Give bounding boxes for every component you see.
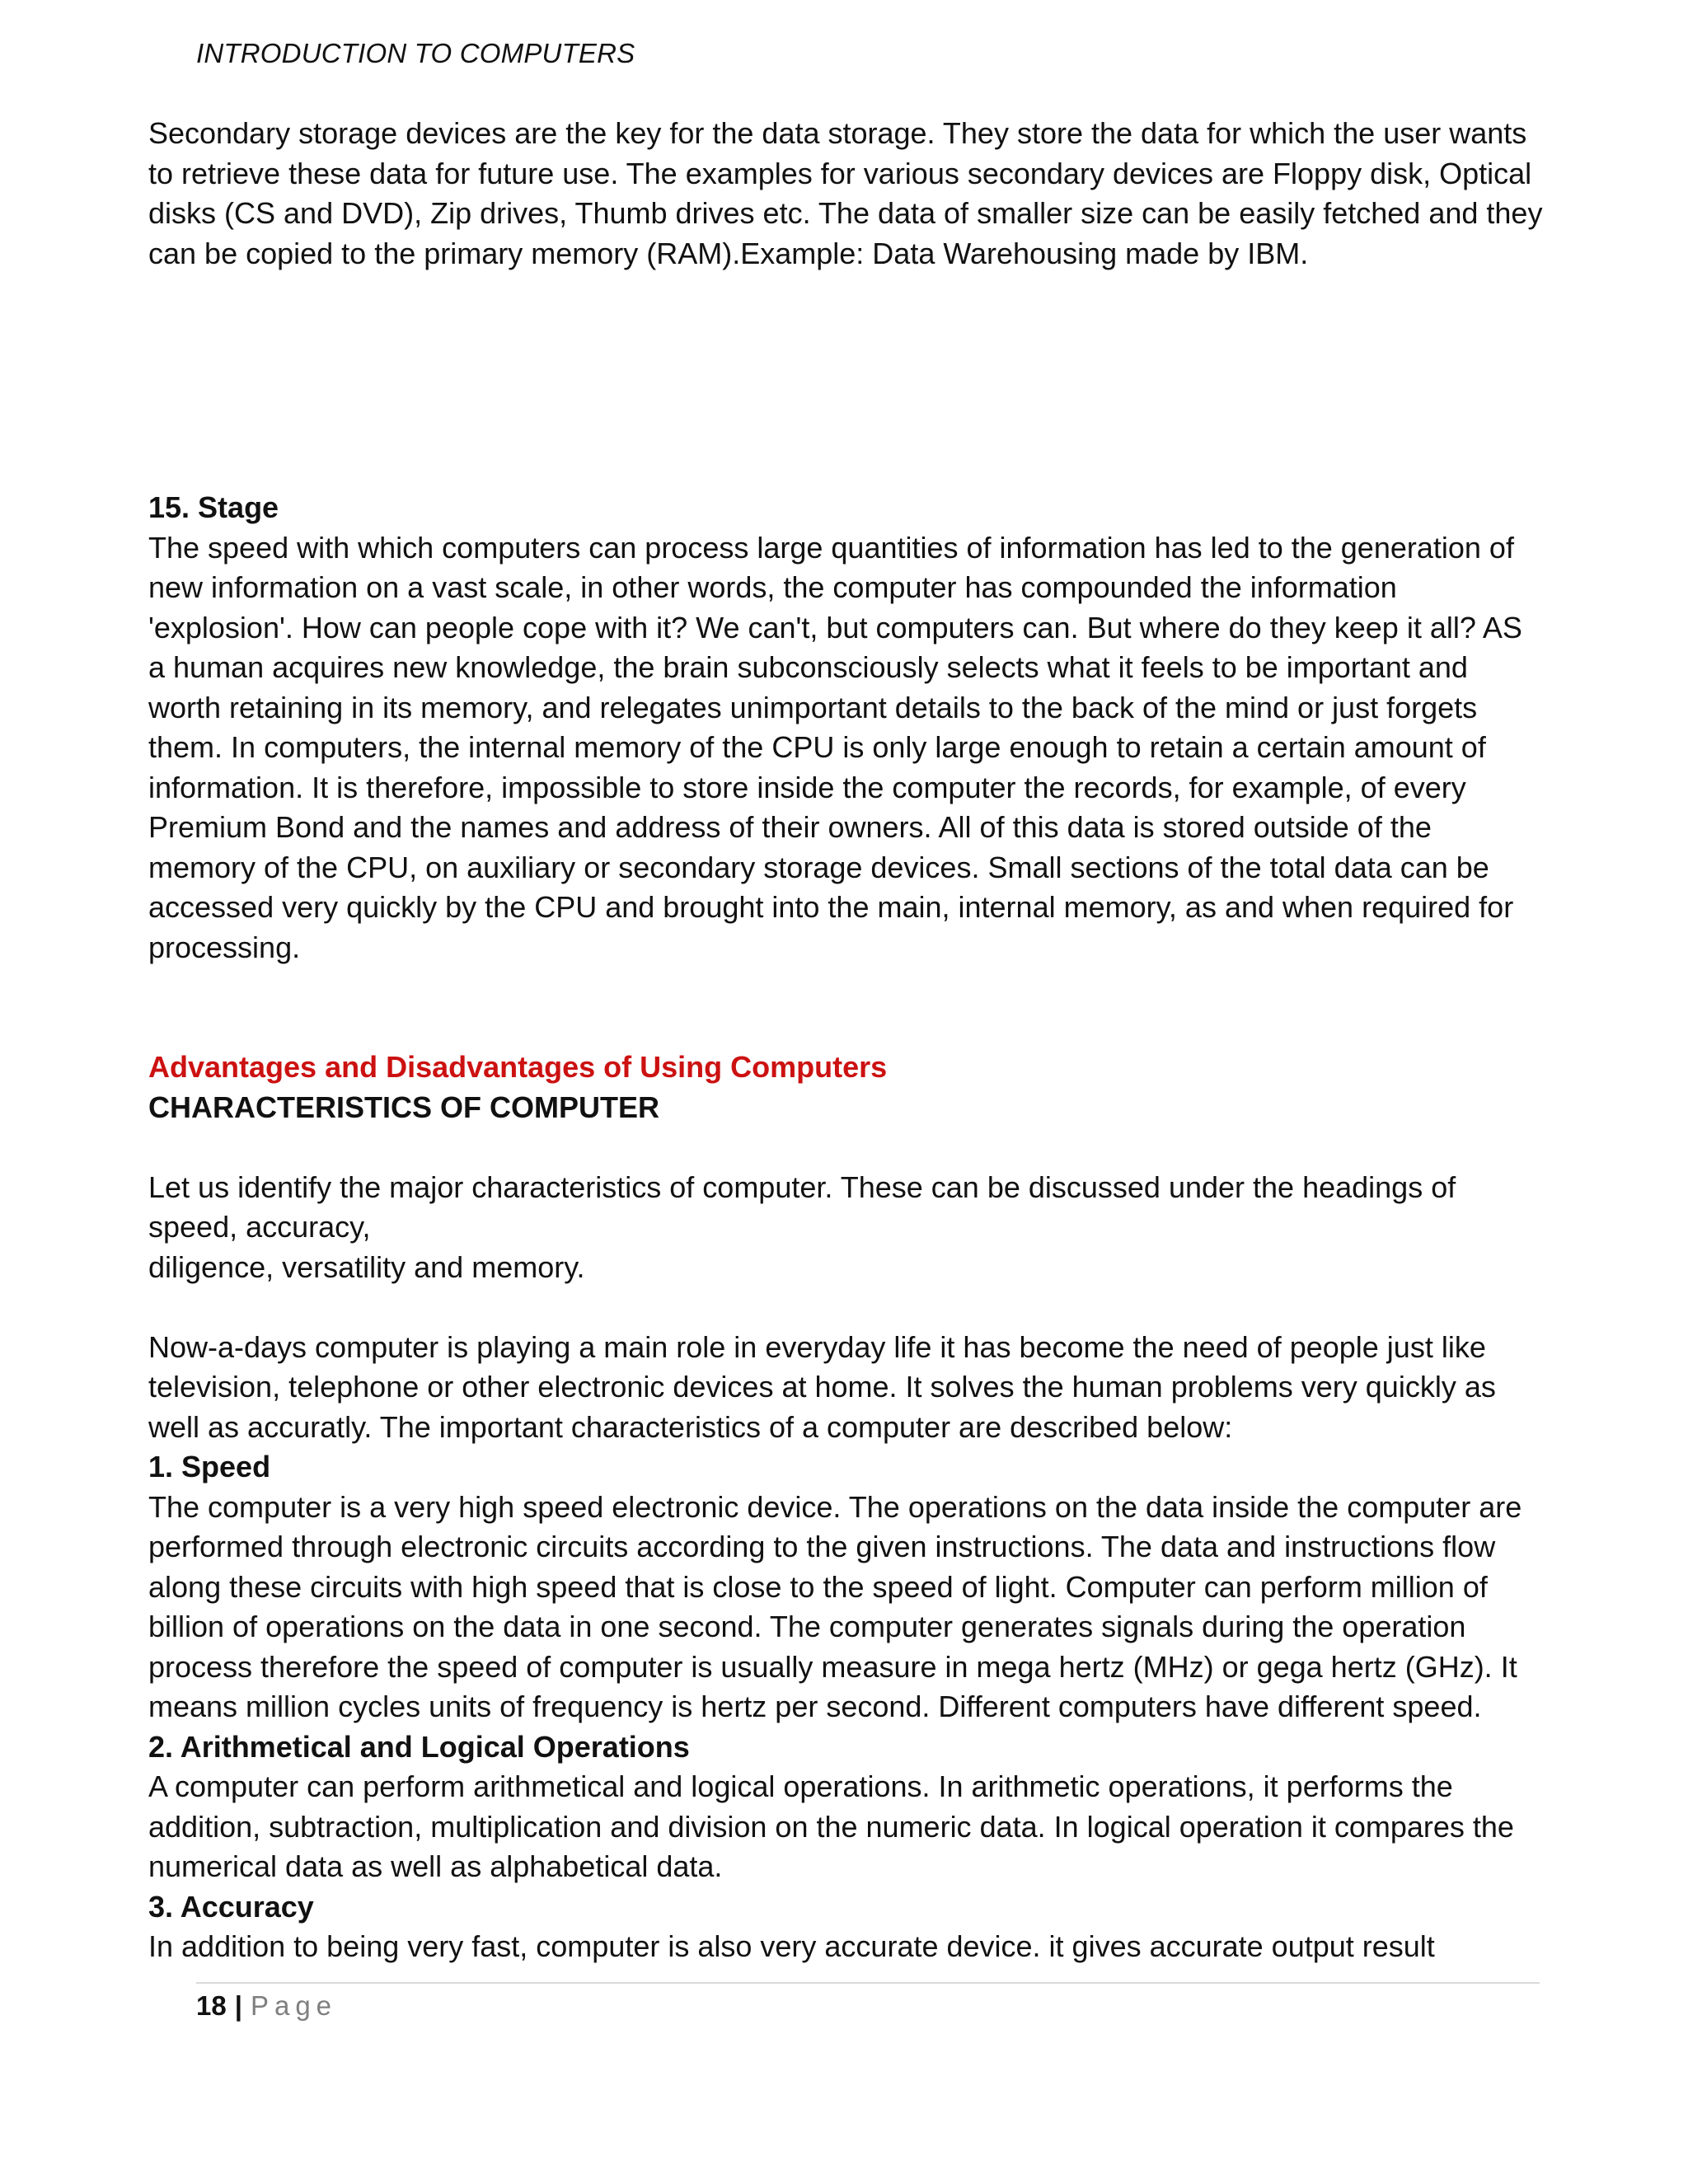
characteristics-intro-line: speed, accuracy, [148,1210,371,1244]
stage-paragraph [148,528,1566,968]
accuracy-heading: 3. Accuracy [148,1889,314,1924]
arithmetical-heading: 2. Arithmetical and Logical Operations [148,1729,690,1764]
page-number: 18 [196,1990,227,2021]
stage-heading: 15. Stage [148,490,279,524]
arithmetical-line: numerical data as well as alphabetical data. [148,1849,723,1883]
speed-line: process therefore the speed of computer is usually measure in mega hertz (MHz) or gega hertz (GHz). It [148,1649,1517,1684]
footer-divider [196,1982,1540,1984]
page-content [148,114,1566,1967]
nowadays-paragraph [148,1328,1566,1448]
intro-line: to retrieve these data for future use. The examples for various secondary devices are Floppy disk, Optical [148,156,1532,190]
characteristics-intro-line: diligence, versatility and memory. [148,1249,585,1284]
speed-line: billion of operations on the data in one second. The computer generates signals during the operation [148,1610,1466,1643]
spacer [148,1127,1566,1168]
characteristics-intro-paragraph [148,1168,1566,1288]
arithmetical-line: addition, subtraction, multiplication and division on the numeric data. In logical operation it compares the [148,1809,1514,1844]
speed-line: along these circuits with high speed that is close to the speed of light. Computer can perform million of [148,1569,1488,1604]
stage-line: them. In computers, the internal memory of the CPU is only large enough to retain a certain amount of [148,730,1486,764]
nowadays-line: Now-a-days computer is playing a main role in everyday life it has become the need of people just like [148,1329,1486,1364]
speed-heading: 1. Speed [148,1450,271,1483]
accuracy-line: In addition to being very fast, computer is also very accurate device. it gives accurate output result [148,1929,1435,1963]
stage-line: a human acquires new knowledge, the brain subconsciously selects what it feels to be important and [148,650,1468,684]
characteristics-intro-line: Let us identify the major characteristics of computer. These can be discussed under the headings of [148,1169,1456,1204]
spacer [148,274,1566,488]
intro-paragraph [148,114,1566,274]
intro-line: disks (CS and DVD), Zip drives, Thumb drives etc. The data of smaller size can be easily fetched and they [148,196,1543,230]
arithmetical-paragraph [148,1767,1566,1887]
intro-line: Secondary storage devices are the key for the data storage. They store the data for which the user wants [148,116,1527,150]
nowadays-line: well as accuratly. The important characteristics of a computer are described below: [148,1409,1233,1444]
nowadays-line: television, telephone or other electronic devices at home. It solves the human problems very quickly as [148,1370,1496,1404]
advantages-heading: Advantages and Disadvantages of Using Computers [148,1050,888,1084]
footer-separator: | [234,1990,242,2021]
characteristics-heading: CHARACTERISTICS OF COMPUTER [148,1090,659,1124]
speed-line: performed through electronic circuits according to the given instructions. The data and instructions flow [148,1530,1496,1563]
stage-line: 'explosion'. How can people cope with it? We can't, but computers can. But where do they keep it all? AS [148,610,1522,644]
stage-line: memory of the CPU, on auxiliary or secondary storage devices. Small sections of the total data can be [148,850,1489,884]
spacer [148,968,1566,1047]
stage-line: The speed with which computers can process large quantities of information has led to the generation of [148,530,1514,565]
stage-line: information. It is therefore, impossible to store inside the computer the records, for example, of every [148,770,1466,804]
speed-paragraph [148,1488,1566,1727]
accuracy-paragraph [148,1927,1566,1967]
stage-line: accessed very quickly by the CPU and brought into the main, internal memory, as and when required for [148,890,1514,924]
stage-line: Premium Bond and the names and address of their owners. All of this data is stored outside of the [148,810,1432,844]
stage-line: new information on a vast scale, in other words, the computer has compounded the information [148,570,1397,604]
page-label: Page [250,1990,338,2021]
intro-line: can be copied to the primary memory (RAM).Example: Data Warehousing made by IBM. [148,236,1309,270]
stage-line: processing. [148,930,301,964]
speed-line: means million cycles units of frequency is hertz per second. Different computers have different speed. [148,1690,1482,1723]
speed-line: The computer is a very high speed electronic device. The operations on the data inside the computer are [148,1489,1522,1524]
spacer [148,1287,1566,1328]
arithmetical-line: A computer can perform arithmetical and logical operations. In arithmetic operations, it performs the [148,1769,1453,1803]
running-header: INTRODUCTION TO COMPUTERS [196,38,635,68]
page-footer [196,1986,337,2026]
stage-line: worth retaining in its memory, and relegates unimportant details to the back of the mind or just forgets [148,690,1478,724]
